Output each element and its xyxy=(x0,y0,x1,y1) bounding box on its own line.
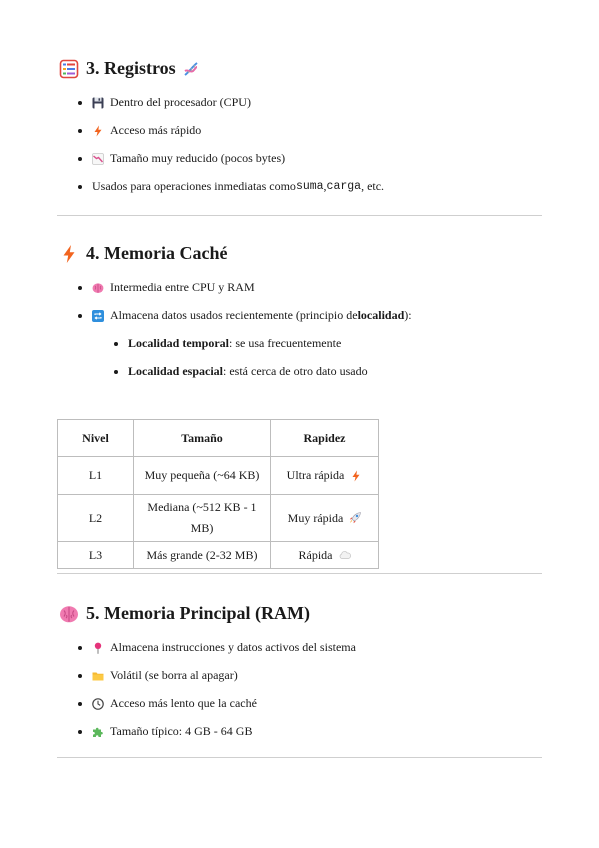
item-text: ): xyxy=(404,308,412,322)
column-header-nivel: Nivel xyxy=(58,420,134,457)
bullet xyxy=(114,370,118,374)
code-snippet: carga xyxy=(326,180,362,193)
section-heading-registros xyxy=(59,58,200,79)
cell-rapidez xyxy=(271,542,379,569)
item-text: Tamaño típico: 4 GB - 64 GB xyxy=(110,724,253,738)
list-item xyxy=(78,668,238,683)
register-list-icon xyxy=(59,59,79,79)
bullet xyxy=(78,702,82,706)
brain-icon xyxy=(92,282,104,294)
bullet xyxy=(78,286,82,290)
rapidez-text: Muy rápida xyxy=(287,510,344,525)
rocket-icon xyxy=(349,512,361,524)
cell-rapidez xyxy=(271,457,379,495)
item-text: Dentro del procesador (CPU) xyxy=(110,95,251,109)
table-row xyxy=(58,495,379,542)
bullet xyxy=(78,314,82,318)
clock-icon xyxy=(92,698,104,710)
bullet xyxy=(78,730,82,734)
item-text: Acceso más rápido xyxy=(110,123,202,137)
floppy-disk-icon xyxy=(92,97,104,109)
section-divider xyxy=(57,757,542,758)
table-row xyxy=(58,457,379,495)
cache-levels-table xyxy=(57,419,379,569)
cell-rapidez xyxy=(271,495,379,542)
sub-list-item xyxy=(114,336,341,351)
column-header-tamano: Tamaño xyxy=(134,420,271,457)
cloud-icon xyxy=(339,549,351,561)
item-text: , xyxy=(323,179,327,193)
item-text: Almacena datos usados recientemente (principio de xyxy=(110,308,358,322)
list-item xyxy=(78,123,201,138)
repeat-icon xyxy=(92,310,104,322)
bullet xyxy=(78,129,82,133)
brain-icon xyxy=(59,604,79,624)
lightning-icon xyxy=(350,470,362,482)
puzzle-icon xyxy=(92,726,104,738)
bold-term: Localidad temporal xyxy=(128,336,229,350)
bullet xyxy=(78,157,82,161)
folder-icon xyxy=(92,670,104,682)
cell-nivel: L1 xyxy=(58,457,134,495)
section-title: 4. Memoria Caché xyxy=(86,243,228,263)
list-item xyxy=(78,179,384,194)
list-item xyxy=(78,151,285,166)
cell-tamano xyxy=(134,495,271,542)
cell-tamano: Muy pequeña (~64 KB) xyxy=(134,457,271,495)
column-header-rapidez: Rapidez xyxy=(271,420,379,457)
rapidez-text: Rápida xyxy=(298,547,333,562)
list-item xyxy=(78,640,356,655)
item-text: Tamaño muy reducido (pocos bytes) xyxy=(110,151,286,165)
item-text: Usados para operaciones inmediatas como xyxy=(92,179,296,193)
section-divider xyxy=(57,215,542,216)
section-heading-cache xyxy=(59,243,227,264)
rapidez-text: Ultra rápida xyxy=(286,468,345,482)
section-divider xyxy=(57,573,542,574)
list-item xyxy=(78,280,255,295)
section-heading-ram xyxy=(59,603,310,624)
bold-term: localidad xyxy=(357,308,405,322)
list-item xyxy=(78,308,412,323)
item-text: : se usa frecuentemente xyxy=(229,336,342,350)
bullet xyxy=(78,185,82,189)
item-text: Intermedia entre CPU y RAM xyxy=(110,280,255,294)
code-snippet: suma xyxy=(295,180,324,193)
item-text: : está cerca de otro dato usado xyxy=(223,364,368,378)
item-text: Volátil (se borra al apagar) xyxy=(110,668,238,682)
table-row xyxy=(58,542,379,569)
table-header-row xyxy=(58,420,379,457)
item-text: Almacena instrucciones y datos activos del sistema xyxy=(110,640,356,654)
list-item xyxy=(78,696,257,711)
section-title: 3. Registros xyxy=(86,58,176,78)
cell-nivel: L3 xyxy=(58,542,134,569)
cell-nivel: L2 xyxy=(58,495,134,542)
dna-icon xyxy=(182,60,200,78)
chart-decreasing-icon xyxy=(92,153,104,165)
bullet xyxy=(78,646,82,650)
tamano-text: Mediana (~512 KB - 1 MB) xyxy=(147,500,257,535)
bullet xyxy=(78,674,82,678)
bullet xyxy=(114,342,118,346)
section-title: 5. Memoria Principal (RAM) xyxy=(86,603,310,623)
list-item xyxy=(78,95,251,110)
list-item xyxy=(78,724,252,739)
sub-list-item xyxy=(114,364,368,379)
cell-tamano: Más grande (2-32 MB) xyxy=(134,542,271,569)
lightning-icon xyxy=(59,244,79,264)
item-text: Acceso más lento que la caché xyxy=(110,696,257,710)
bold-term: Localidad espacial xyxy=(128,364,224,378)
pushpin-icon xyxy=(92,642,104,654)
lightning-icon xyxy=(92,125,104,137)
bullet xyxy=(78,101,82,105)
item-text: , etc. xyxy=(361,179,385,193)
